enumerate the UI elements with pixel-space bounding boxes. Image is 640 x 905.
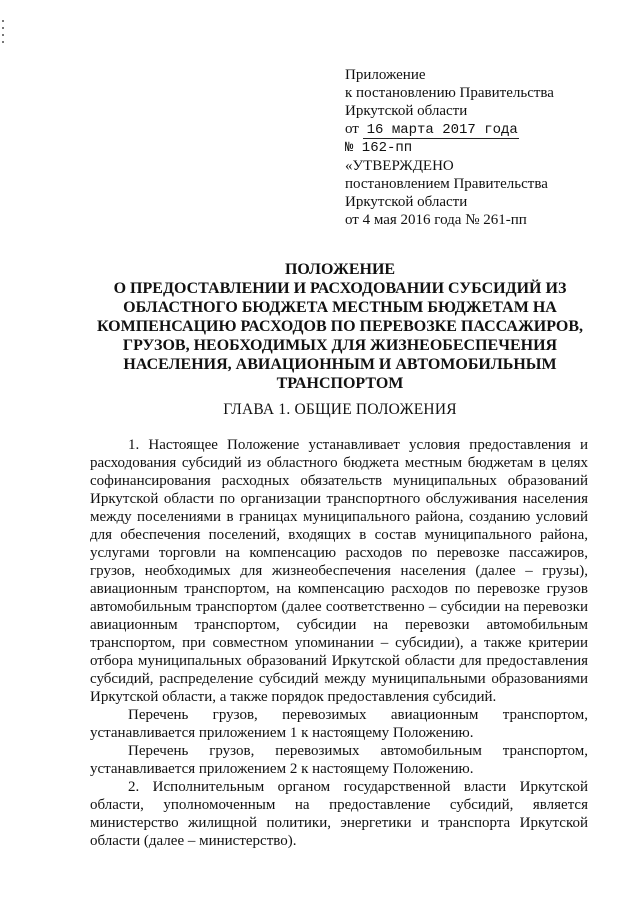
approved-label: «УТВЕРЖДЕНО <box>345 158 454 174</box>
header-number: № 162-пп <box>345 140 413 156</box>
paragraph: 1. Настоящее Положение устанавливает условия предоставления и расходования субсидий из областного бюджета местным бюджетам в целях софинансирования расходных обязательств муниципальных образований Иркутской области по организации транспортного обслуживания населения между поселениями в границах муниципального района, созданию условий для обеспечения поселений, входящих в состав муниципального района, услугами торговли на компенсацию расходов по перевозке пассажиров, грузов, необходимых для жизнеобеспечения населения (далее – грузы), авиационным транспортом, на компенсацию расходов по перевозке грузов автомобильным транспортом (далее соответственно – субсидии на перевозки авиационным транспортом, субсидии на перевозки автомобильным транспортом, при совместном упоминании – субсидии), а также критерии отбора муниципальных образований Иркутской области для предоставления субсидий, распределение субсидий между муниципальными образованиями Иркутской области, а также порядок предоставления субсидий. <box>90 437 588 705</box>
title-line: О ПРЕДОСТАВЛЕНИИ И РАСХОДОВАНИИ СУБСИДИЙ ИЗ <box>113 280 567 297</box>
title-line: ПОЛОЖЕНИЕ <box>284 261 396 278</box>
document-title <box>70 260 610 393</box>
title-line: КОМПЕНСАЦИЮ РАСХОДОВ ПО ПЕРЕВОЗКЕ ПАССАЖИРОВ, <box>96 318 584 335</box>
approved-region: Иркутской области <box>345 194 468 210</box>
date-value: 16 марта 2017 года <box>363 123 519 139</box>
appendix-header <box>345 66 635 229</box>
paragraph: Перечень грузов, перевозимых авиационным транспортом, устанавливается приложением 1 к настоящему Положению. <box>90 707 588 741</box>
header-line: Иркутской области <box>345 103 468 119</box>
paragraph: 2. Исполнительным органом государственной власти Иркутской области, уполномоченным на предоставление субсидий, является министерство жилищной политики, энергетики и транспорта Иркутской области (далее – министерство). <box>90 779 588 849</box>
title-line: НАСЕЛЕНИЯ, АВИАЦИОННЫМ И АВТОМОБИЛЬНЫМ <box>123 356 557 373</box>
header-line: к постановлению Правительства <box>345 85 554 101</box>
title-line: ТРАНСПОРТОМ <box>276 375 404 392</box>
title-line: ОБЛАСТНОГО БЮДЖЕТА МЕСТНЫМ БЮДЖЕТАМ НА <box>123 299 557 316</box>
date-prefix: от <box>345 121 359 137</box>
chapter-heading: ГЛАВА 1. ОБЩИЕ ПОЛОЖЕНИЯ <box>223 401 457 418</box>
document-body <box>90 436 588 850</box>
paragraph: Перечень грузов, перевозимых автомобильным транспортом, устанавливается приложением 2 к настоящему Положению. <box>90 743 588 777</box>
title-line: ГРУЗОВ, НЕОБХОДИМЫХ ДЛЯ ЖИЗНЕОБЕСПЕЧЕНИЯ <box>122 337 558 354</box>
scan-edge-marks <box>2 20 5 60</box>
header-date <box>345 120 635 139</box>
header-line: Приложение <box>345 67 426 83</box>
approved-by: постановлением Правительства <box>345 176 548 192</box>
approved-date: от 4 мая 2016 года № 261-пп <box>345 212 527 228</box>
